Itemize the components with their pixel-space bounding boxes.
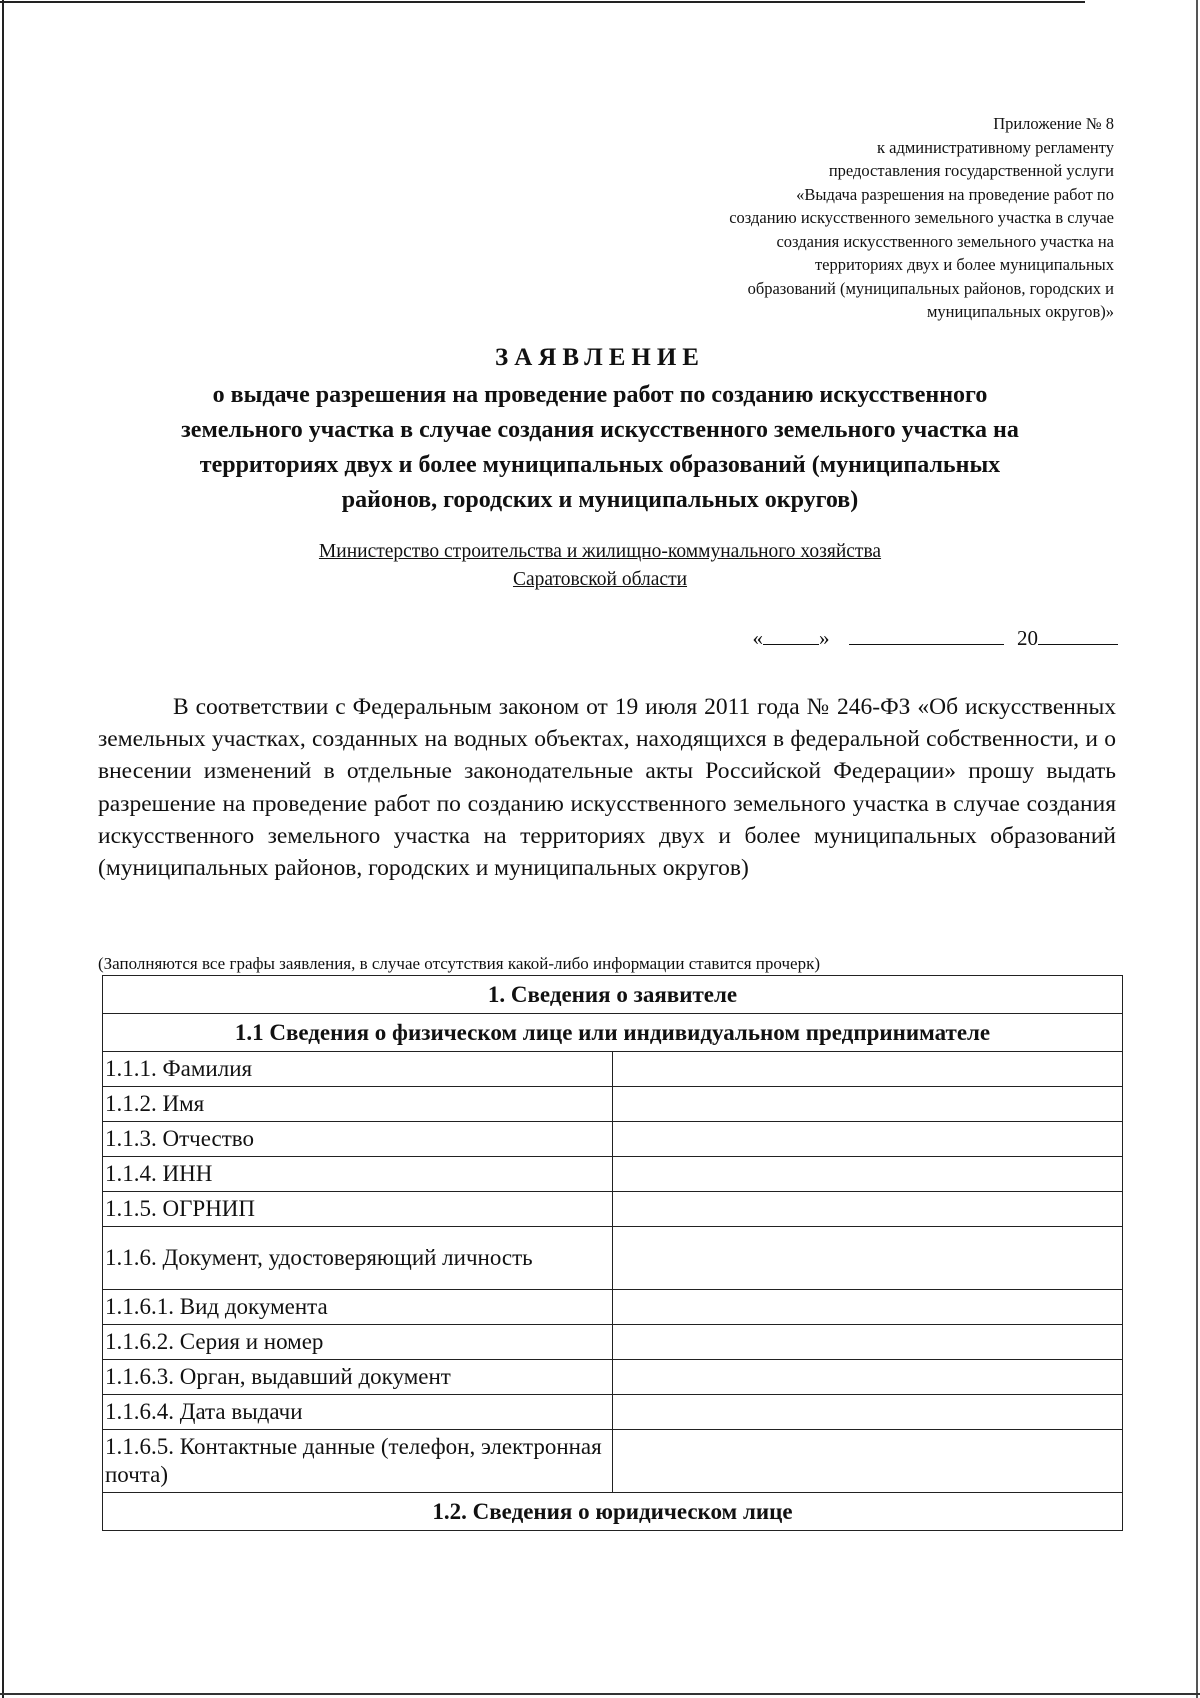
request-paragraph: В соответствии с Федеральным законом от 19 июля 2011 года № 246-ФЗ «Об искусственных земельных участках, созданных на водных объектах, находящихся в федеральной собственности, и о внесении изменений в отдельные законодательные акты Российской Федерации» прошу выдать разрешение на проведение работ по созданию искусственного земельного участка в случае создания искусственного земельного участка на территориях двух и более муниципальных образований (муниципальных районов, городских и муниципальных округов) [98,694,1116,882]
section-header-row [103,976,1123,1014]
table-row [103,1430,1123,1493]
row-value-cell[interactable] [613,1192,1123,1227]
year-prefix: 20 [1017,626,1038,650]
row-label: 1.1.6.5. Контактные данные (телефон, электронная почта) [103,1430,613,1493]
row-value-cell[interactable] [613,1052,1123,1087]
row-label: 1.1.2. Имя [103,1087,613,1122]
row-value-cell[interactable] [613,1227,1123,1290]
row-value-cell[interactable] [613,1395,1123,1430]
appendix-note [594,112,1114,324]
ministry-line-2: Саратовской области [512,569,688,590]
subtitle-line: о выдаче разрешения на проведение работ по созданию искусственного [212,382,988,408]
appendix-line: к административному регламенту [877,137,1114,157]
date-field [753,624,1119,651]
appendix-line: создания искусственного земельного участка на [776,231,1114,251]
section-1-header: 1. Сведения о заявителе [103,976,1123,1014]
subtitle-line: районов, городских и муниципальных округов) [341,487,859,513]
row-value-cell[interactable] [613,1122,1123,1157]
table-row [103,1192,1123,1227]
row-label: 1.1.1. Фамилия [103,1052,613,1087]
subtitle-line: земельного участка в случае создания искусственного земельного участка на [181,417,1019,443]
table-row [103,1052,1123,1087]
appendix-line: Приложение № 8 [993,114,1114,133]
row-value-cell[interactable] [613,1325,1123,1360]
section-1-1-header: 1.1 Сведения о физическом лице или индивидуальном предпринимателе [103,1014,1123,1052]
day-blank[interactable] [763,624,819,645]
year-blank[interactable] [1038,624,1118,645]
row-value-cell[interactable] [613,1430,1123,1493]
document-subtitle [100,378,1100,518]
scan-border-right [1196,0,1198,1698]
row-value-cell[interactable] [613,1290,1123,1325]
row-label: 1.1.6.3. Орган, выдавший документ [103,1360,613,1395]
appendix-line: муниципальных округов)» [926,302,1114,321]
scan-border-left [2,0,4,1698]
appendix-line: предоставления государственной услуги [828,161,1114,180]
table-row [103,1325,1123,1360]
table-row [103,1360,1123,1395]
month-blank[interactable] [849,624,1004,645]
document-title: ЗАЯВЛЕНИЕ [495,344,705,371]
table-row [103,1087,1123,1122]
table-row [103,1157,1123,1192]
fill-instructions: (Заполняются все графы заявления, в случае отсутствия какой-либо информации ставится прочерк) [98,954,820,973]
row-value-cell[interactable] [613,1360,1123,1395]
date-close-quote: » [819,626,830,650]
appendix-line: созданию искусственного земельного участка в случае [729,208,1114,227]
row-label: 1.1.3. Отчество [103,1122,613,1157]
table-row [103,1290,1123,1325]
appendix-line: «Выдача разрешения на проведение работ по [796,184,1114,204]
row-label: 1.1.6.1. Вид документа [103,1290,613,1325]
row-label: 1.1.5. ОГРНИП [103,1192,613,1227]
subtitle-line: территориях двух и более муниципальных образований (муниципальных [199,452,1001,478]
section-header-row [103,1014,1123,1052]
section-header-row [103,1493,1123,1531]
row-label: 1.1.6.2. Серия и номер [103,1325,613,1360]
date-open-quote: « [752,626,763,650]
table-row [103,1227,1123,1290]
section-1-2-header: 1.2. Сведения о юридическом лице [103,1493,1123,1531]
scan-border-bottom [0,1693,1200,1695]
ministry-name [200,538,1000,594]
applicant-info-table [102,975,1123,1531]
row-value-cell[interactable] [613,1087,1123,1122]
table-row [103,1122,1123,1157]
ministry-line-1: Министерство строительства и жилищно-коммунального хозяйства [318,541,882,562]
scan-border-top [0,1,1085,3]
appendix-line: образований (муниципальных районов, городских и [747,278,1114,298]
row-label: 1.1.6.4. Дата выдачи [103,1395,613,1430]
row-label: 1.1.4. ИНН [103,1157,613,1192]
row-label: 1.1.6. Документ, удостоверяющий личность [103,1227,613,1290]
table-row [103,1395,1123,1430]
appendix-line: территориях двух и более муниципальных [814,255,1114,274]
row-value-cell[interactable] [613,1157,1123,1192]
